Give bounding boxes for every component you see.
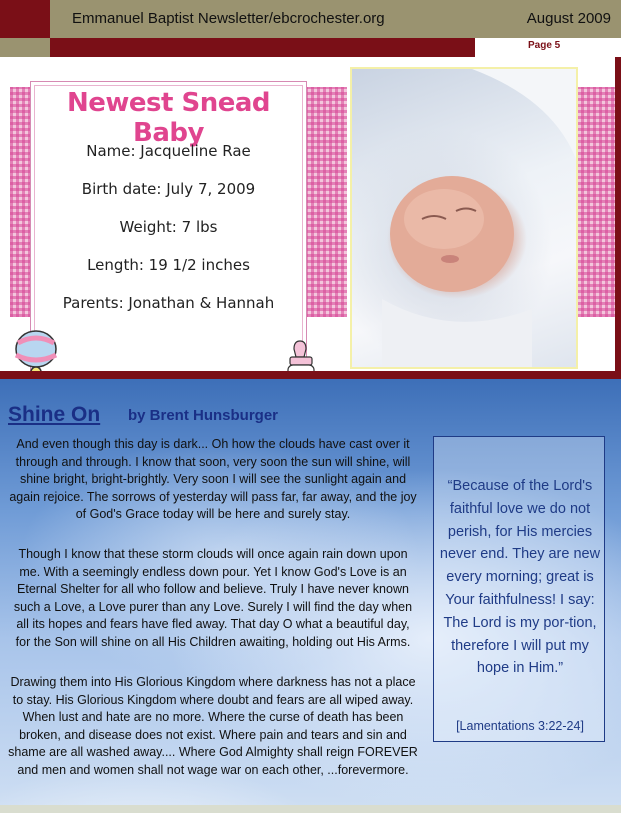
footer-strip xyxy=(0,805,621,813)
newsletter-date: August 2009 xyxy=(526,10,611,27)
baby-name: Name: Jacqueline Rae xyxy=(86,142,251,160)
scripture-quote: “Because of the Lord's faithful love we do not perish, for His mercies never end. They are new every morning; great is Your faithfulness! I say: The Lord is my por-tion, therefore I will put my hope in Him.” xyxy=(439,478,601,677)
header-accent-bar xyxy=(50,38,475,57)
article-author: by Brent Hunsburger xyxy=(128,407,279,424)
article-title: Shine On xyxy=(8,403,101,426)
article-paragraph-3: Drawing them into His Glorious Kingdom where darkness has not a place to stay. His Glorious Kingdom where doubt and fears are all wiped away. When lust and hate are no more. Where the curse of death has been broken, and disease does not exist. Where pain and tears and sin and shame are all washed away.... Where God Almighty shall reign FOREVER and men and women shall not wage war on each other, ...forevermore. xyxy=(8,675,418,777)
birth-date: Birth date: July 7, 2009 xyxy=(81,180,256,198)
newsletter-title: Emmanuel Baptist Newsletter/ebcrochester.org xyxy=(72,10,385,27)
baby-photo xyxy=(350,67,578,369)
page-number: Page 5 xyxy=(528,40,561,51)
scripture-reference: [Lamentations 3:22-24] xyxy=(456,719,584,733)
header-swatch xyxy=(0,0,50,38)
gingham-pattern-left xyxy=(10,87,32,317)
article-paragraph-2: Though I know that these storm clouds will once again rain down upon me. With a seemingly endless down pour. Yet I know God's Love is an Eternal Shelter for all who follow and believe. Truly I have never known such a Love, a Love purer than any Love. Surely I will find the day when all its hopes and fears have fled away. That day O what a beautiful day, for the Son will shine on all His Children awaiting, holding out His Arms. xyxy=(13,547,413,649)
birth-weight: Weight: 7 lbs xyxy=(119,218,218,236)
gingham-pattern-middle xyxy=(305,87,347,317)
baby-announcement-section xyxy=(0,57,621,374)
article-paragraph-1: And even though this day is dark... Oh how the clouds have cast over it through and through. I know that soon, very soon the sun will shine, will shine bright, bright-brightly. Very soon I will see the sunlight again and again rejoice. The sorrows of yesterday will pass far, far away, and the joy of God's Grace today will be here and surely stay. xyxy=(9,437,417,521)
baby-photo-image xyxy=(352,69,576,367)
birth-length: Length: 19 1/2 inches xyxy=(87,256,250,274)
header-swatch-lower xyxy=(0,38,50,57)
announcement-title: Newest Snead Baby xyxy=(66,88,271,148)
section-divider xyxy=(0,371,621,379)
section-side-accent xyxy=(615,57,621,377)
scripture-quote-box xyxy=(433,436,605,742)
parents: Parents: Jonathan & Hannah xyxy=(62,294,275,312)
article-section xyxy=(0,379,621,813)
